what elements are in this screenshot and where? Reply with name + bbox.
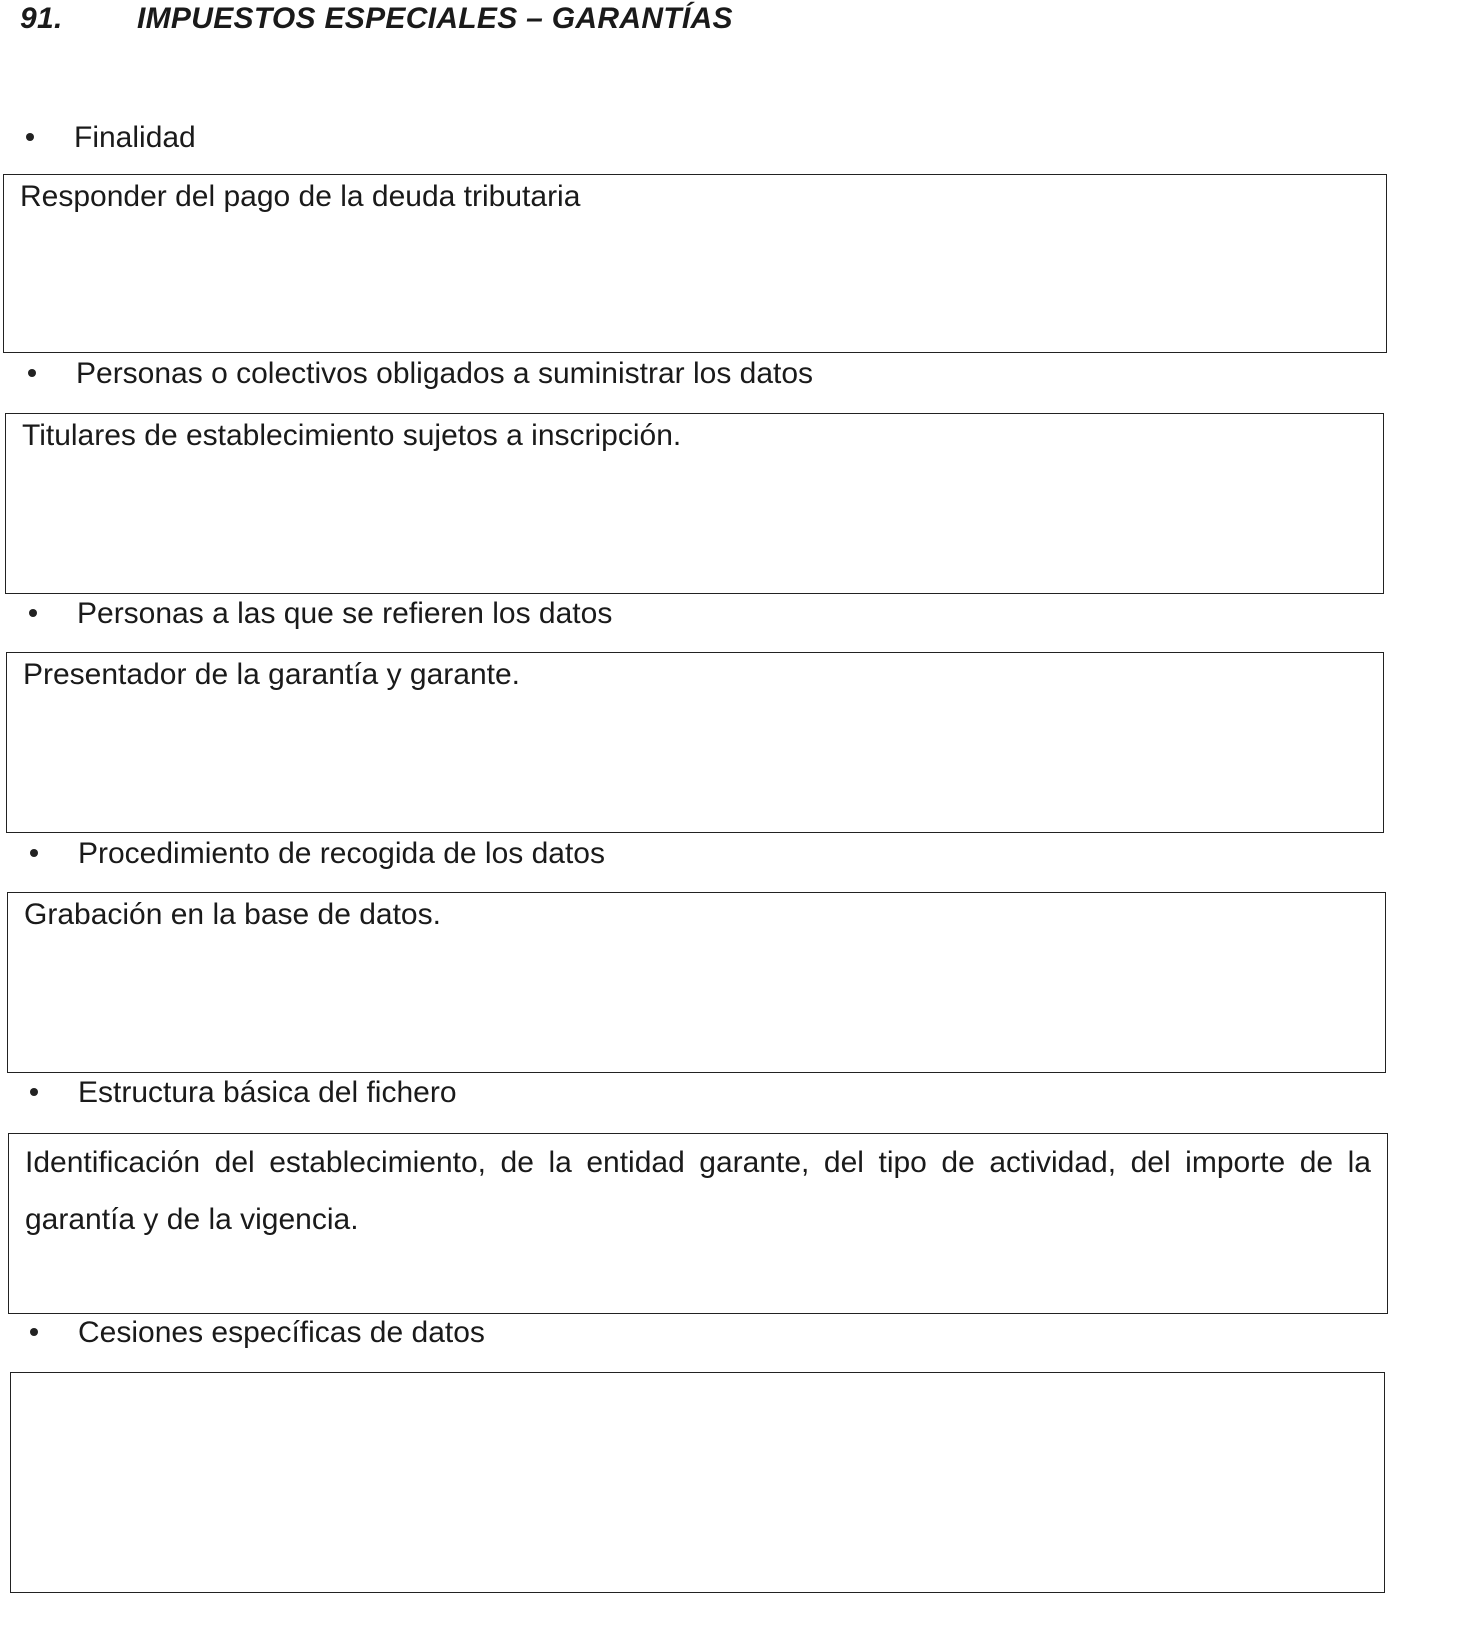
section-label-procedimiento: Procedimiento de recogida de los datos: [30, 836, 605, 872]
section-label-finalidad: Finalidad: [26, 120, 196, 156]
document-title: [20, 2, 733, 36]
bullet-icon: [26, 133, 34, 141]
bullet-icon: [30, 849, 38, 857]
bullet-icon: [29, 609, 37, 617]
bullet-icon: [28, 369, 36, 377]
section-box-estructura: [8, 1133, 1388, 1314]
bullet-icon: [30, 1088, 38, 1096]
section-content: Identificación del establecimiento, de la entidad garante, del tipo de actividad, del importe de la garantía y de la vigencia.: [25, 1146, 1371, 1236]
title-number: 91.: [20, 2, 63, 35]
section-box-finalidad: [3, 174, 1387, 353]
section-label-obligados: Personas o colectivos obligados a suministrar los datos: [28, 356, 813, 392]
section-content: Titulares de establecimiento sujetos a inscripción.: [22, 419, 682, 452]
section-content: Presentador de la garantía y garante.: [23, 658, 520, 691]
section-content: Grabación en la base de datos.: [24, 898, 441, 931]
bullet-icon: [30, 1328, 38, 1336]
section-box-personas: [6, 652, 1384, 833]
section-label-cesiones: Cesiones específicas de datos: [30, 1315, 485, 1351]
section-box-obligados: [5, 413, 1384, 594]
title-text: IMPUESTOS ESPECIALES – GARANTÍAS: [137, 2, 733, 35]
section-box-procedimiento: [7, 892, 1386, 1073]
section-content: Responder del pago de la deuda tributaria: [20, 180, 581, 213]
section-box-cesiones: [10, 1372, 1385, 1593]
section-label-personas: Personas a las que se refieren los datos: [29, 596, 612, 632]
section-label-estructura: Estructura básica del fichero: [30, 1075, 457, 1111]
